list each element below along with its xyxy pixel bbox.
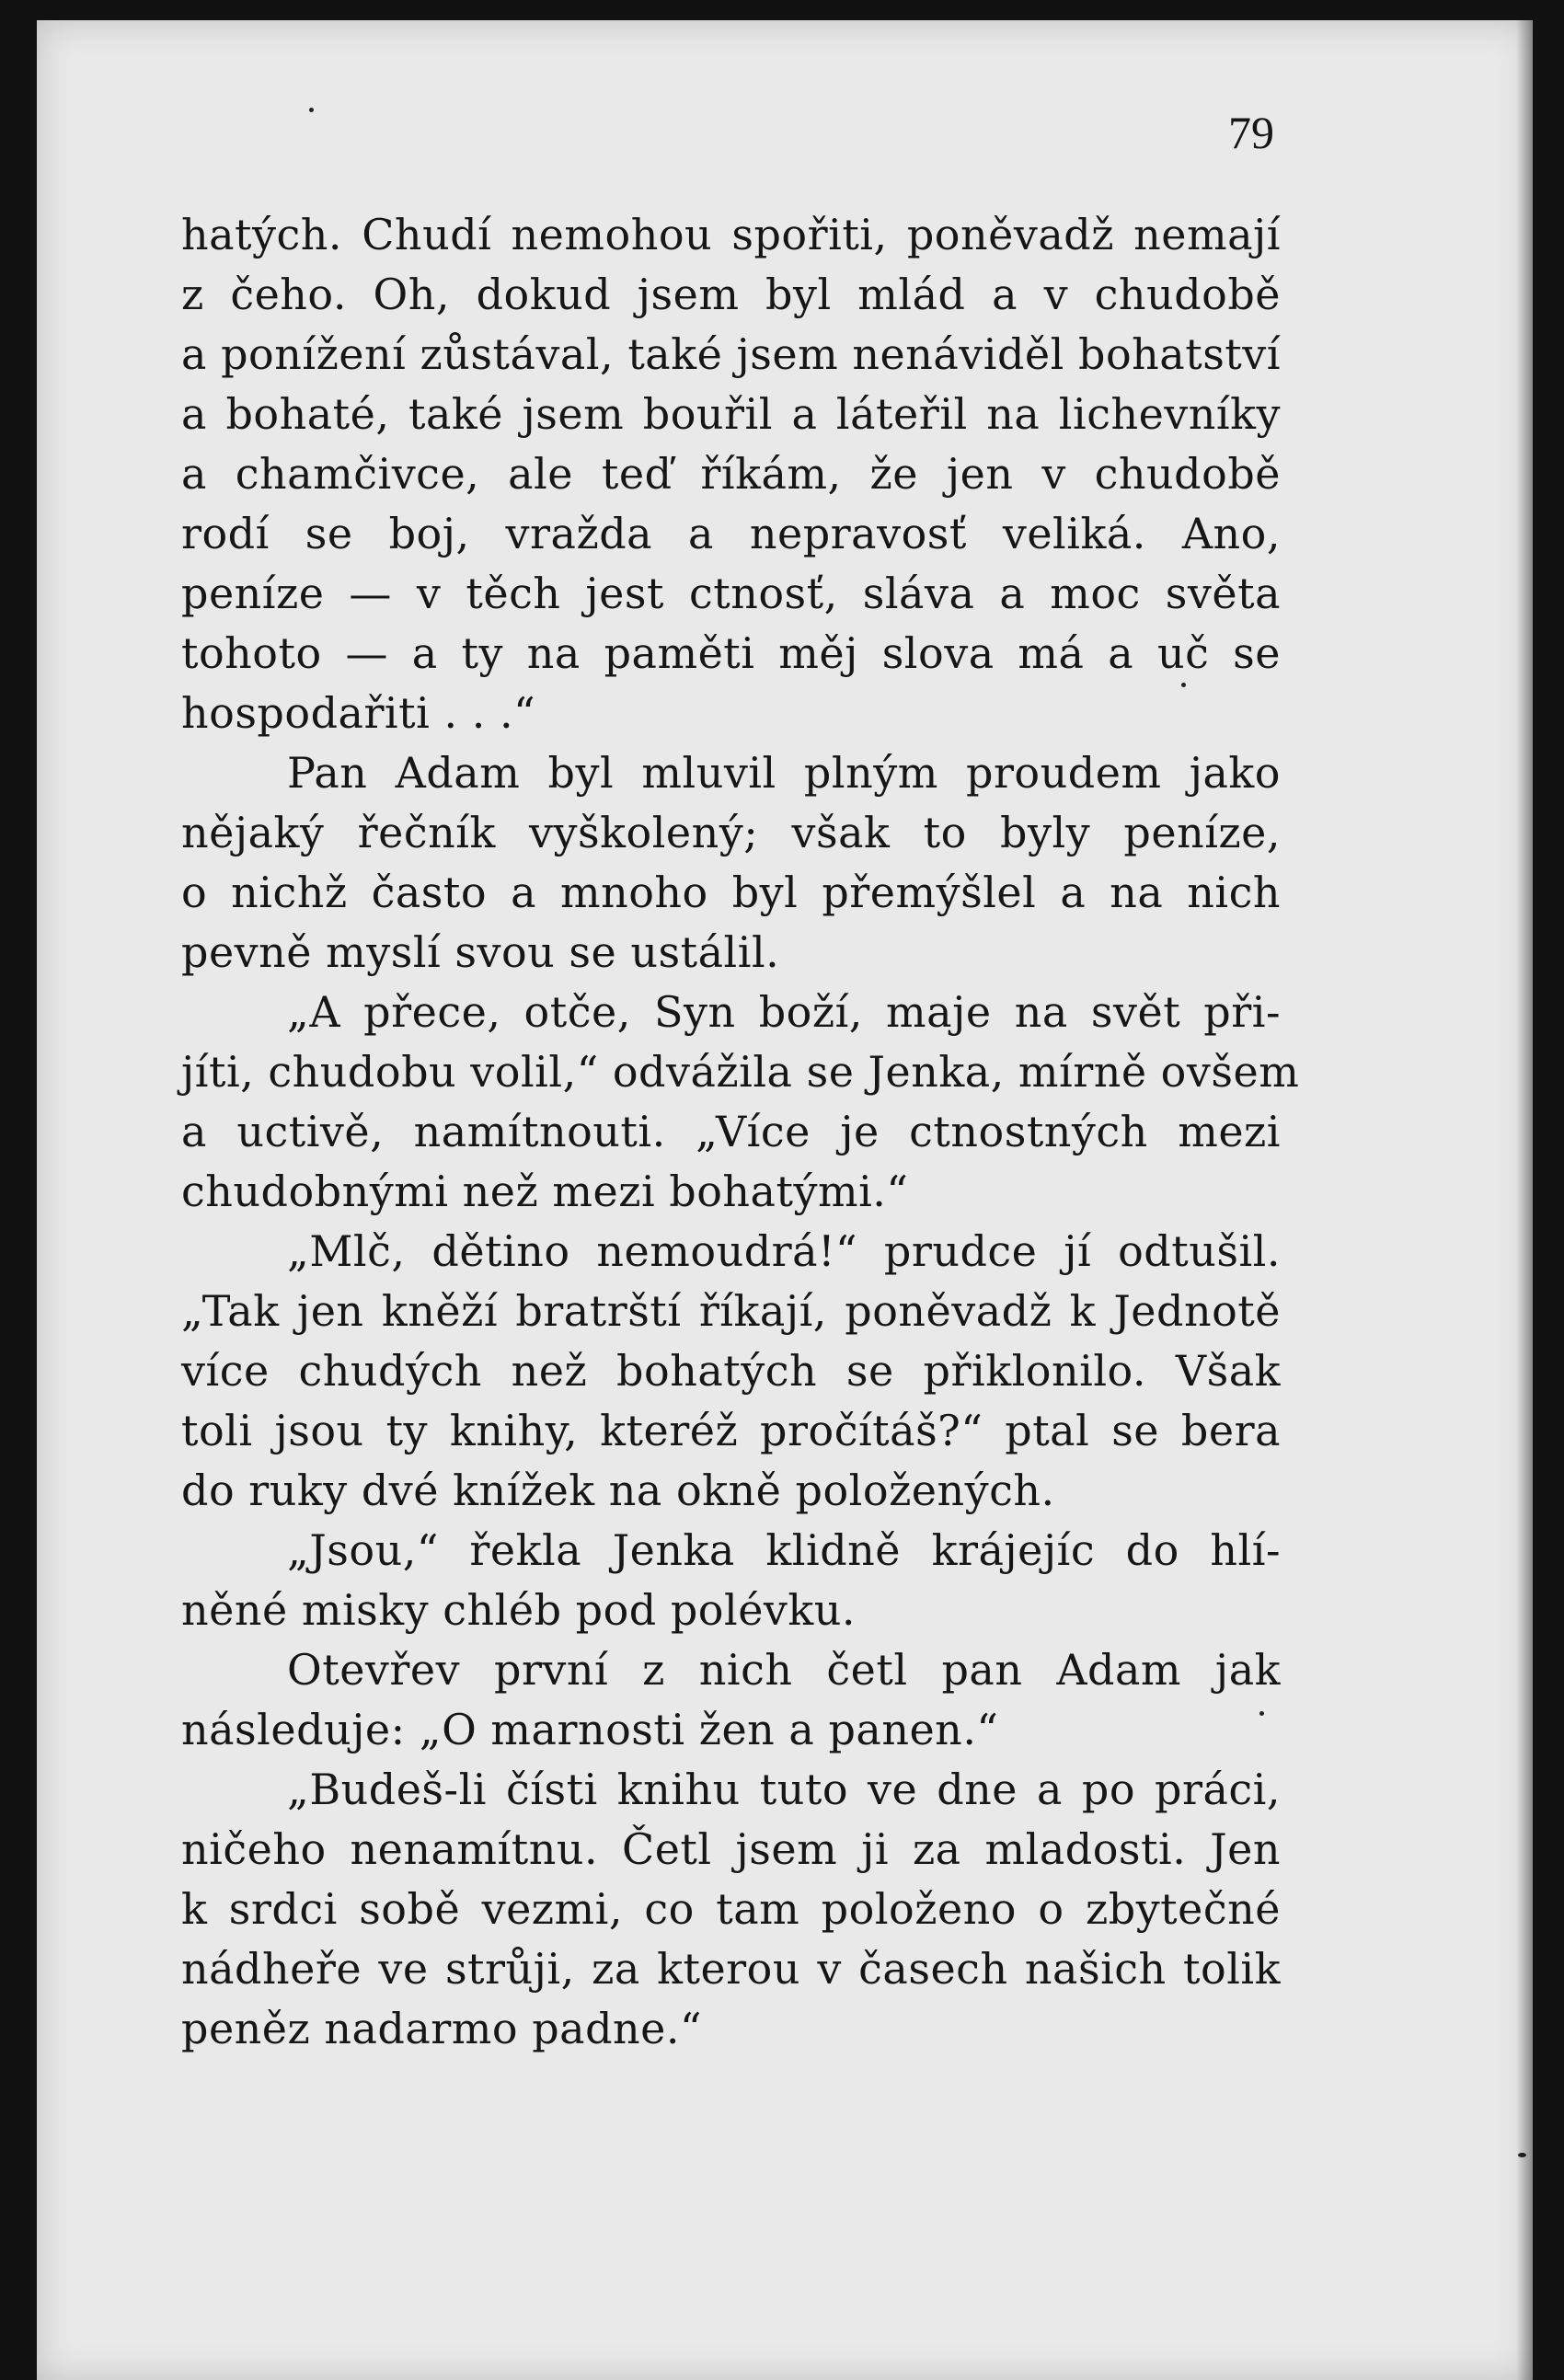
- text-line: ničeho nenamítnu. Četl jsem ji za mladosti. Jen: [181, 1824, 1281, 1874]
- text-line: o nichž často a mnoho byl přemýšlel a na nich: [181, 868, 1281, 917]
- text-line: a ponížení zůstával, také jsem nenáviděl bohatství: [181, 329, 1281, 379]
- text-line: nádheře ve strůji, za kterou v časech našich tolik: [181, 1944, 1281, 1994]
- text-line: a bohaté, také jsem bouřil a láteřil na lichevníky: [181, 389, 1281, 439]
- text-line: rodí se boj, vražda a nepravosť veliká. Ano,: [181, 509, 1281, 558]
- text-line: jíti, chudobu volil,“ odvážila se Jenka, mírně ovšem: [181, 1047, 1300, 1097]
- text-line: „A přece, otče, Syn boží, maje na svět při-: [287, 987, 1281, 1037]
- text-line: do ruky dvé knížek na okně položených.: [181, 1466, 1055, 1515]
- text-line: více chudých než bohatých se přiklonilo. Však: [181, 1346, 1281, 1396]
- text-line: hospodařiti . . .“: [181, 688, 536, 738]
- text-line: peněz nadarmo padne.“: [181, 2004, 703, 2053]
- text-line: nějaký řečník vyškolený; však to byly peníze,: [181, 808, 1281, 857]
- body-text: [181, 205, 1300, 2059]
- page-number: 79: [1228, 107, 1274, 158]
- text-line: „Budeš-li čísti knihu tuto ve dne a po práci,: [287, 1765, 1281, 1814]
- text-line: a chamčivce, ale teď říkám, že jen v chudobě: [181, 449, 1281, 499]
- text-line: Pan Adam byl mluvil plným proudem jako: [287, 748, 1281, 798]
- text-line: hatých. Chudí nemohou spořiti, poněvadž nemají: [181, 210, 1281, 259]
- text-line: tohoto — a ty na paměti měj slova má a uč se: [181, 628, 1281, 678]
- text-line: „Tak jen kněží bratrští říkají, poněvadž k Jednotě: [181, 1286, 1281, 1336]
- text-line: toli jsou ty knihy, kteréž pročítáš?“ ptal se bera: [181, 1406, 1281, 1455]
- text-line: Otevřev první z nich četl pan Adam jak: [287, 1645, 1281, 1695]
- text-line: k srdci sobě vezmi, co tam položeno o zbytečné: [181, 1884, 1281, 1934]
- ink-speck: [1518, 2153, 1526, 2157]
- text-line: a uctivě, namítnouti. „Více je ctnostných mezi: [181, 1107, 1281, 1156]
- text-line: „Jsou,“ řekla Jenka klidně krájejíc do hlí-: [287, 1525, 1281, 1575]
- text-line: peníze — v těch jest ctnosť, sláva a moc světa: [181, 569, 1281, 618]
- text-line: chudobnými než mezi bohatými.“: [181, 1167, 909, 1216]
- text-line: něné misky chléb pod polévku.: [181, 1585, 857, 1635]
- text-line: z čeho. Oh, dokud jsem byl mlád a v chudobě: [181, 270, 1281, 319]
- text-line: „Mlč, dětino nemoudrá!“ prudce jí odtušil.: [287, 1226, 1281, 1276]
- text-line: pevně myslí svou se ustálil.: [181, 927, 780, 977]
- ink-speck: [309, 108, 314, 112]
- text-line: následuje: „O marnosti žen a panen.“: [181, 1705, 999, 1754]
